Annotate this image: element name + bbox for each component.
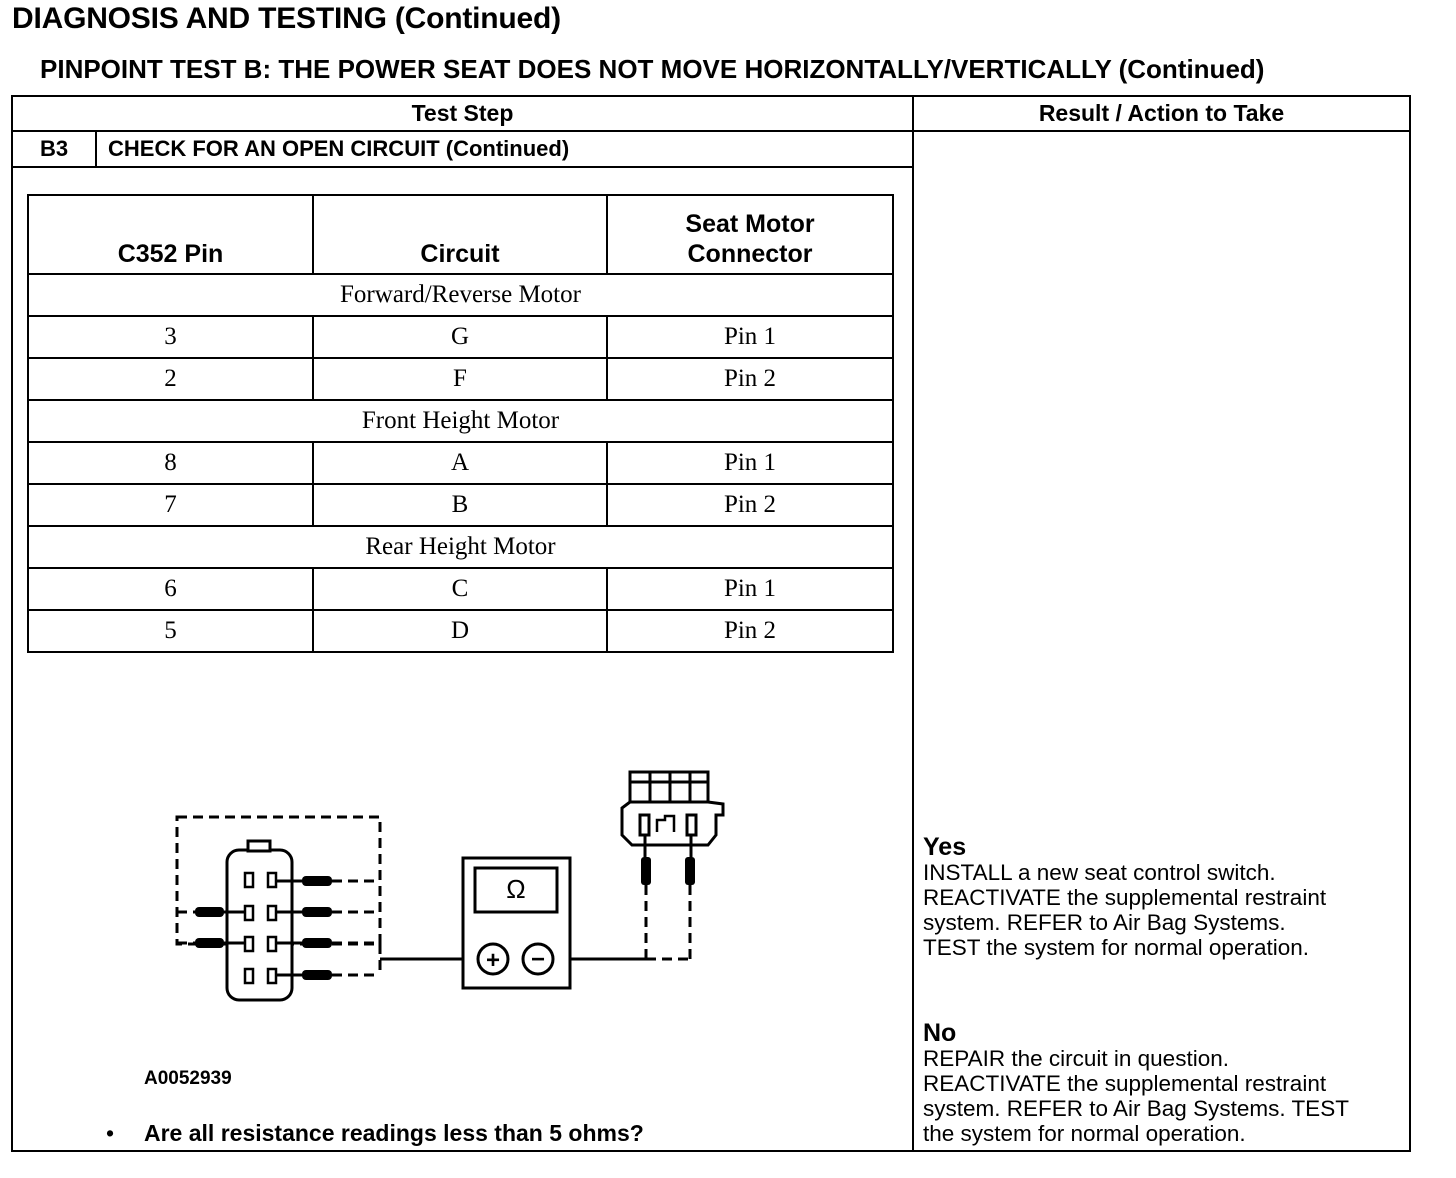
page-title: DIAGNOSIS AND TESTING (Continued): [12, 2, 561, 35]
plus-terminal-label: +: [485, 947, 501, 974]
c352-pin-cell: 7: [28, 484, 313, 526]
table-row: [28, 484, 893, 526]
ohmmeter-test-diagram: [160, 760, 740, 1020]
c352-pin-cell: 3: [28, 316, 313, 358]
connector-cell: Pin 1: [607, 568, 893, 610]
result-no-line: REPAIR the circuit in question.: [923, 1046, 1229, 1071]
c352-connector-body: [227, 850, 292, 1000]
pin-table-header-row: [28, 195, 893, 274]
step-id-divider: [95, 132, 97, 166]
table-row: [28, 442, 893, 484]
group-row: [28, 400, 893, 442]
result-yes-label: Yes: [923, 833, 967, 861]
col-header-seat-motor-connector: [607, 195, 893, 274]
table-row: [28, 610, 893, 652]
circuit-cell: D: [313, 610, 607, 652]
ohm-symbol: Ω: [506, 874, 526, 904]
group-row: [28, 274, 893, 316]
pin-table: [27, 194, 894, 653]
figure-id: A0052939: [144, 1068, 232, 1089]
col-header-c352-pin: C352 Pin: [28, 195, 313, 274]
table-row: [28, 316, 893, 358]
test-step-column-header: Test Step: [411, 100, 514, 126]
table-row: [28, 358, 893, 400]
question-text: Are all resistance readings less than 5 ohms?: [144, 1120, 644, 1146]
result-yes: [923, 834, 1326, 960]
circuit-cell: B: [313, 484, 607, 526]
result-no-label: No: [923, 1019, 957, 1047]
bullet: •: [106, 1120, 115, 1146]
test-question: [106, 1120, 644, 1147]
group-label: Rear Height Motor: [28, 526, 893, 568]
c352-pin-cell: 6: [28, 568, 313, 610]
connector-cell: Pin 2: [607, 484, 893, 526]
group-row: [28, 526, 893, 568]
col-header-circuit: Circuit: [313, 195, 607, 274]
table-row: [28, 568, 893, 610]
connector-cell: Pin 2: [607, 358, 893, 400]
seat-motor-connector-label: Seat Motor Connector: [685, 210, 815, 268]
c352-pin-cell: 5: [28, 610, 313, 652]
column-divider: [912, 97, 914, 1150]
result-no-line: system. REFER to Air Bag Systems. TEST: [923, 1096, 1349, 1121]
c352-pin-cell: 8: [28, 442, 313, 484]
step-id: B3: [39, 136, 69, 161]
c352-pin-cell: 2: [28, 358, 313, 400]
group-label: Front Height Motor: [28, 400, 893, 442]
circuit-cell: G: [313, 316, 607, 358]
connector-cell: Pin 1: [607, 316, 893, 358]
result-yes-line: system. REFER to Air Bag Systems.: [923, 910, 1286, 935]
circuit-cell: F: [313, 358, 607, 400]
result-no-line: REACTIVATE the supplemental restraint: [923, 1071, 1327, 1096]
step-divider: [13, 166, 912, 168]
circuit-cell: A: [313, 442, 607, 484]
result-no: [923, 1020, 1349, 1146]
step-title: CHECK FOR AN OPEN CIRCUIT (Continued): [108, 136, 570, 161]
result-yes-line: INSTALL a new seat control switch.: [923, 860, 1276, 885]
test-subtitle: PINPOINT TEST B: THE POWER SEAT DOES NOT MOVE HORIZONTALLY/VERTICALLY (Continued): [40, 54, 1265, 84]
connector-cell: Pin 1: [607, 442, 893, 484]
minus-terminal-label: −: [530, 946, 546, 973]
result-action-column-header: Result / Action to Take: [1038, 100, 1285, 126]
result-yes-line: TEST the system for normal operation.: [923, 935, 1309, 960]
result-no-line: the system for normal operation.: [923, 1121, 1246, 1146]
group-label: Forward/Reverse Motor: [28, 274, 893, 316]
result-yes-line: REACTIVATE the supplemental restraint: [923, 885, 1327, 910]
connector-cell: Pin 2: [607, 610, 893, 652]
seat-motor-connector: [622, 772, 723, 845]
circuit-cell: C: [313, 568, 607, 610]
